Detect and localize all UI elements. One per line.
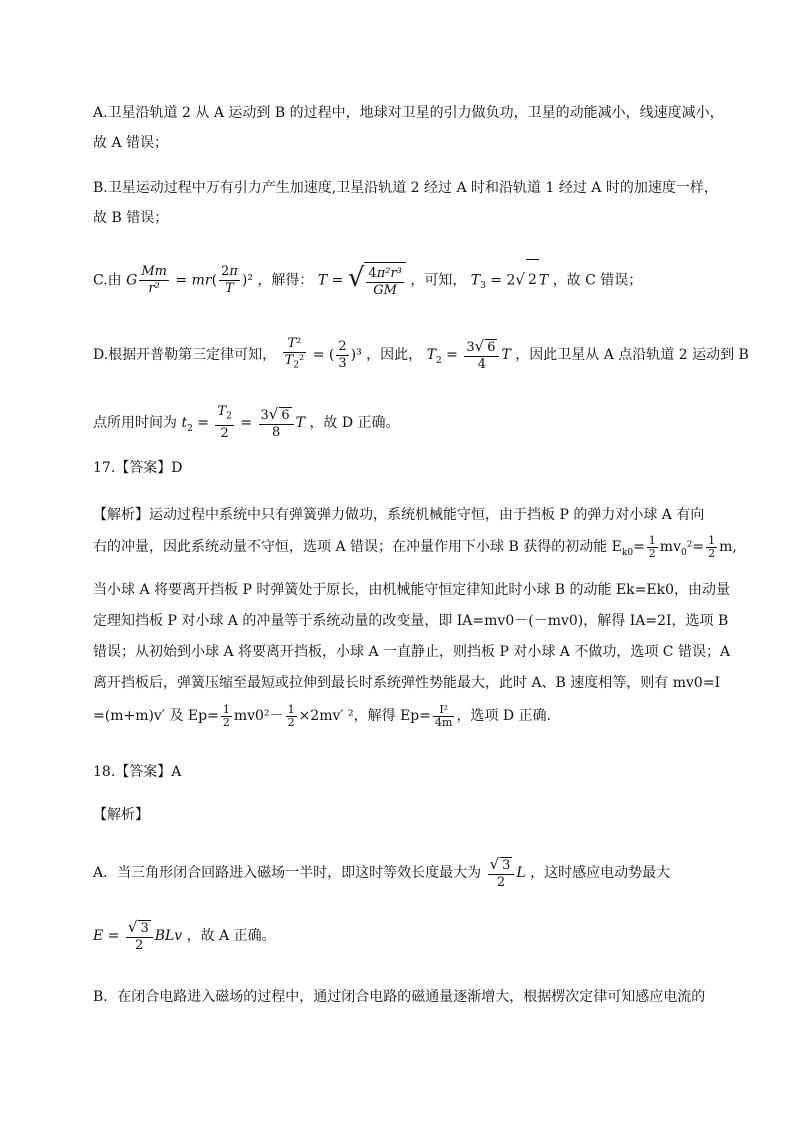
option-c-mid2: ，可知，	[410, 272, 467, 289]
answer-18: 18.【答案】A	[93, 764, 182, 780]
option-b-line-2: 故 B 错误；	[93, 210, 169, 226]
explanation-18-heading: 【解析】	[93, 807, 149, 823]
explanation-18-line-3: B．在闭合电路进入磁场的过程中，通过闭合电路的磁通量逐渐增大，根据楞次定律可知感应电流的	[93, 989, 706, 1005]
option-d-line-2: 点所用时间为 $t_2$ = $\frac{T_2}{2}$ = $\frac{3√ 6}{8}$ T ，故 D 正确。	[93, 404, 400, 441]
formula-t2-half: $\frac{T_2}{2}$	[217, 404, 232, 441]
option-c-prefix: C.由	[93, 272, 122, 289]
option-d-line-1: D.根据开普勒第三定律可知， $\frac{\text{T²}}{T_2^2}$ = ( $\frac{2}{3}$ )³ ，因此， $T_2$ = $\frac{3√ 6}{4}$ T ，因此卫星从 A 点沿轨道 2 运动到 B	[93, 333, 749, 383]
answer-17: 17.【答案】D	[93, 460, 183, 476]
option-b-line-1: B.卫星运动过程中万有引力产生加速度,卫星沿轨道 2 经过 A 时和沿轨道 1 经过 A 时的加速度一样，	[93, 180, 718, 196]
explanation-17-line-3: 当小球 A 将要离开挡板 P 时弹簧处于原长，由机械能守恒定律知此时小球 B 的动能 Ek=Ek0，由动量	[93, 582, 731, 598]
formula-emf: $\frac{√ 3}{2}$	[126, 919, 153, 954]
formula-2pi-over-t: $\frac{2\pi}{T}$	[221, 263, 238, 296]
explanation-18-line-1: A．当三角形闭合回路进入磁场一半时，即这时等效长度最大为 $\frac{√ 3}{2}$ L ，这时感应电动势最大	[93, 854, 671, 890]
option-d-mid1: ，因此，	[366, 347, 423, 363]
option-c-line: C.由 G $\frac{Mm}{\text{r²}}$ = mr( $\frac{2\pi}{T}$ )² ，解得： T = √ $\frac{\text{4π²r³}}{GM}$ ，可知， $T_3 = 2√$ 2 T ，故 C 错误；	[93, 258, 642, 306]
option-c-mid1: ，解得：	[257, 272, 314, 289]
option-d-suffix: ，因此卫星从 A 点沿轨道 2 运动到 B	[515, 347, 749, 363]
explanation-17-line-6: 离开挡板后，弹簧压缩至最短或拉伸到最长时系统弹性势能最大，此时 A、B 速度相等，则有 mv0=I	[93, 675, 721, 691]
formula-sqrt-period: √ $\frac{\text{4π²r³}}{GM}$	[348, 258, 406, 303]
option-a-line-1: A.卫星沿轨道 2 从 A 运动到 B 的过程中，地球对卫星的引力做负功，卫星的动能减小，线速度减小，	[93, 105, 724, 121]
formula-t2-result: $\frac{3√ 6}{8}$	[259, 406, 294, 441]
option-d2-prefix: 点所用时间为	[93, 415, 177, 431]
formula-sqrt3-over-2: $\frac{√ 3}{2}$	[488, 856, 515, 891]
formula-t2-value: $\frac{3√ 6}{4}$	[464, 338, 499, 373]
explanation-17-line-1: 【解析】运动过程中系统中只有弹簧弹力做功，系统机械能守恒，由于挡板 P 的弹力对小球 A 有向	[93, 507, 705, 523]
option-d-prefix: D.根据开普勒第三定律可知，	[93, 347, 277, 363]
formula-mm-over-r2: $\frac{Mm}{\text{r²}}$	[141, 263, 167, 296]
option-d2-suffix: ，故 D 正确。	[309, 415, 400, 431]
explanation-17-line-2: 右的冲量，因此系统动量不守恒，选项 A 错误；在冲量作用下小球 B 获得的初动能 $E_{k0}=$ $\frac{1}{2}$ $mv_0^2=$ $\frac{1}{2}$ m,	[93, 533, 737, 560]
option-c-suffix: ，故 C 错误；	[552, 272, 643, 289]
explanation-17-line-5: 错误；从初始到小球 A 将要离开挡板，小球 A 一直静止，则挡板 P 对小球 A 不做功，选项 C 错误；A	[93, 644, 731, 660]
explanation-18-line-2: E = $\frac{√ 3}{2}$ BLv ，故 A 正确。	[93, 917, 276, 953]
option-a-line-2: 故 A 错误；	[93, 135, 169, 151]
explanation-17-line-7: =(m+m)v′ 及 Ep= $\frac{1}{2}$ mv0²－ $\frac{1}{2}$ ×2mv′ ²，解得 Ep= $\frac{\text{I²}}{4m}$ ，选项 D 正确.	[93, 702, 552, 729]
formula-t-ratio: $\frac{\text{T²}}{T_2^2}$	[284, 336, 305, 371]
explanation-17-line-4: 定理知挡板 P 对小球 A 的冲量等于系统动量的改变量，即 IA=mv0－(－mv0)，解得 IA=2I，选项 B	[93, 613, 729, 629]
formula-two-thirds: $\frac{2}{3}$	[338, 338, 347, 371]
